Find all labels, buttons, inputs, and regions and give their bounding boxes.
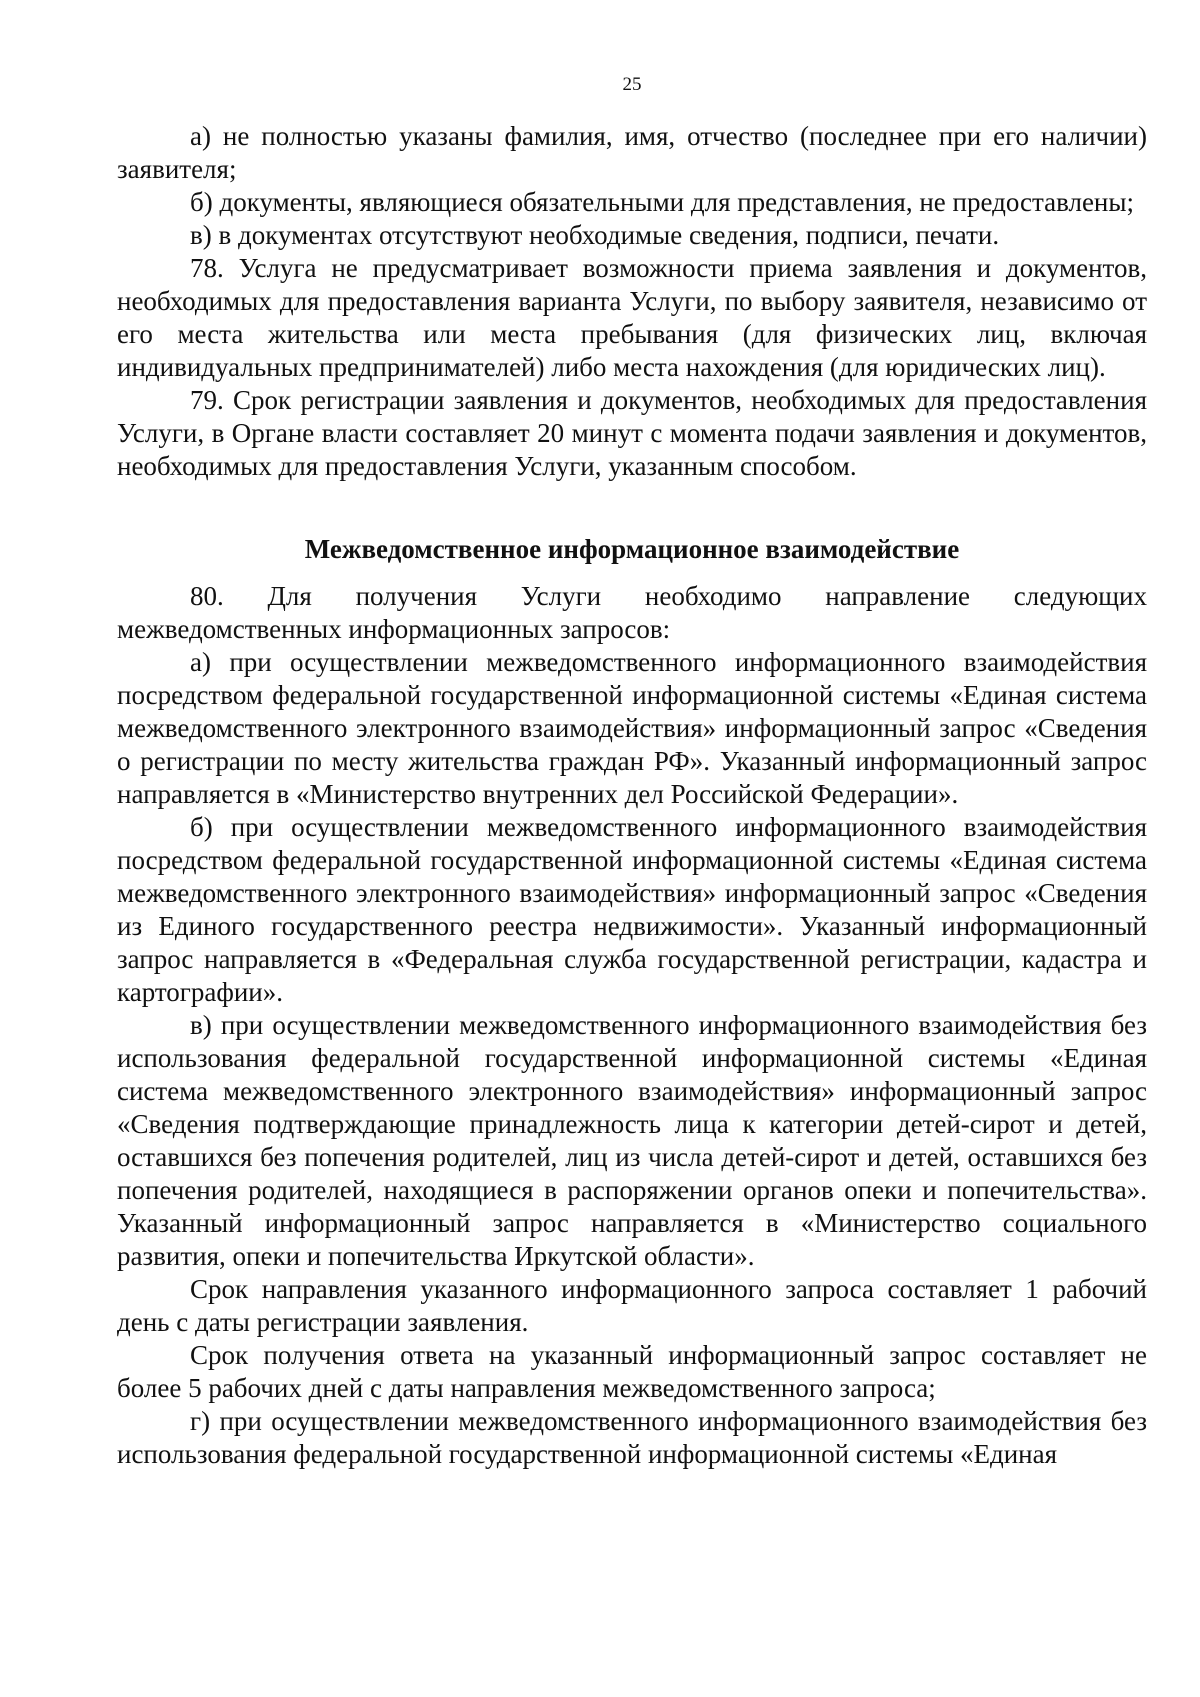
paragraph-response-term: Срок получения ответа на указанный информационный запрос составляет не более 5 рабочих дней с даты направления межведомственного запроса; bbox=[117, 1340, 1147, 1403]
paragraph-request-send-term: Срок направления указанного информационного запроса составляет 1 рабочий день с даты регистрации заявления. bbox=[117, 1274, 1147, 1337]
document-body bbox=[117, 120, 1147, 1471]
paragraph-80-item-a: а) при осуществлении межведомственного информационного взаимодействия посредством федеральной государственной информационной системы «Единая система межведомственного электронного взаимодействия» информационный запрос «Сведения о регистрации по месту жительства граждан РФ». Указанный информационный запрос направляется в «Министерство внутренних дел Российской Федерации». bbox=[117, 647, 1147, 809]
paragraph-80: 80. Для получения Услуги необходимо направление следующих межведомственных информационных запросов: bbox=[117, 581, 1147, 644]
paragraph-80-item-g: г) при осуществлении межведомственного информационного взаимодействия без использования федеральной государственной информационной системы «Единая bbox=[117, 1406, 1147, 1469]
paragraph-79: 79. Срок регистрации заявления и документов, необходимых для предоставления Услуги, в Органе власти составляет 20 минут с момента подачи заявления и документов, необходимых для предоставления Услуги, указанным способом. bbox=[117, 385, 1147, 481]
paragraph-78: 78. Услуга не предусматривает возможности приема заявления и документов, необходимых для предоставления варианта Услуги, по выбору заявителя, независимо от его места жительства или места пребывания (для физических лиц, включая индивидуальных предпринимателей) либо места нахождения (для юридических лиц). bbox=[117, 253, 1147, 382]
paragraph-item-v-missing-info: в) в документах отсутствуют необходимые сведения, подписи, печати. bbox=[190, 220, 1000, 250]
paragraph-80-item-b: б) при осуществлении межведомственного информационного взаимодействия посредством федеральной государственной информационной системы «Единая система межведомственного электронного взаимодействия» информационный запрос «Сведения из Единого государственного реестра недвижимости». Указанный информационный запрос направляется в «Федеральная служба государственной регистрации, кадастра и картографии». bbox=[117, 812, 1147, 1007]
page-number: 25 bbox=[622, 74, 642, 95]
paragraph-80-item-v: в) при осуществлении межведомственного информационного взаимодействия без использования федеральной государственной информационной системы «Единая система межведомственного электронного взаимодействия» информационный запрос «Сведения подтверждающие принадлежность лица к категории детей-сирот и детей, оставшихся без попечения родителей, лиц из числа детей-сирот и детей, оставшихся без попечения родителей, находящиеся в распоряжении органов опеки и попечительства». Указанный информационный запрос направляется в «Министерство социального развития, опеки и попечительства Иркутской области». bbox=[117, 1010, 1147, 1271]
section-heading: Межведомственное информационное взаимодействие bbox=[304, 534, 960, 564]
paragraph-item-b-missing-documents: б) документы, являющиеся обязательными для представления, не предоставлены; bbox=[190, 187, 1135, 217]
paragraph-item-a-missing-name: а) не полностью указаны фамилия, имя, отчество (последнее при его наличии) заявителя; bbox=[117, 121, 1147, 184]
